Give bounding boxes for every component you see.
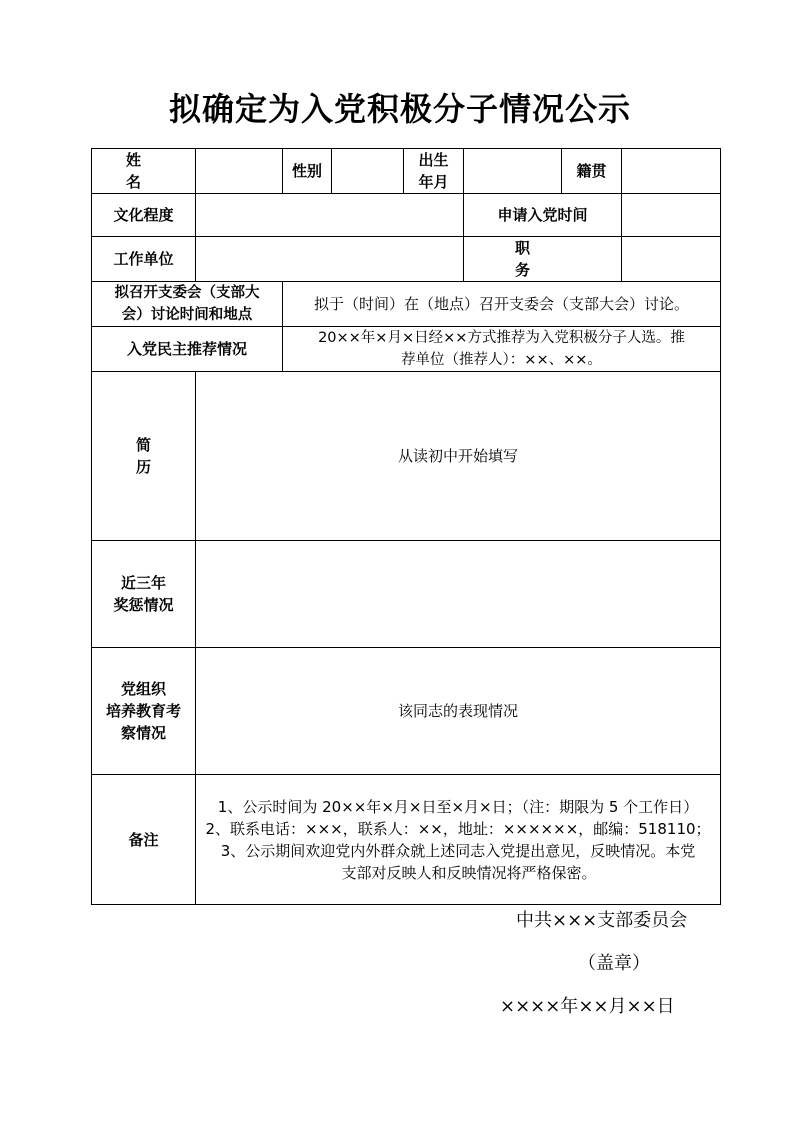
remarks-value	[196, 775, 721, 905]
row-resume	[92, 372, 721, 541]
row-work-unit	[92, 237, 721, 282]
candidate-info-table	[91, 148, 721, 905]
row-training	[92, 648, 721, 775]
rewards-label: 近三年 奖惩情况	[92, 541, 196, 648]
remark-line-1: 1、公示时间为 20××年×月×日至×月×日；（注：期限为 5 个工作日）	[217, 797, 699, 816]
name-label: 姓 名	[92, 149, 196, 194]
remark-line-4: 支部对反映人和反映情况将严格保密。	[341, 863, 597, 882]
row-education	[92, 194, 721, 237]
meeting-label: 拟召开支委会（支部大 会）讨论时间和地点	[92, 282, 283, 327]
work-unit-value[interactable]	[196, 237, 464, 282]
remark-line-3: 3、公示期间欢迎党内外群众就上述同志入党提出意见，反映情况。本党	[220, 841, 696, 860]
apply-time-value[interactable]	[622, 194, 721, 237]
row-rewards	[92, 541, 721, 648]
work-unit-label: 工作单位	[92, 237, 196, 282]
apply-time-label: 申请入党时间	[464, 194, 622, 237]
recommendation-value[interactable]: 20××年×月×日经××方式推荐为入党积极分子人选。推 荐单位（推荐人）：××、××。	[283, 327, 721, 372]
signature-organization: 中共×××支部委员会	[516, 910, 688, 931]
rewards-value[interactable]	[196, 541, 721, 648]
gender-label: 性别	[283, 149, 332, 194]
row-meeting	[92, 282, 721, 327]
page-title: 拟确定为入党积极分子情况公示	[168, 90, 631, 128]
name-value[interactable]	[196, 149, 283, 194]
signature-date: ××××年××月××日	[500, 996, 675, 1017]
position-value[interactable]	[622, 237, 721, 282]
education-label: 文化程度	[92, 194, 196, 237]
remark-line-2: 2、联系电话：×××，联系人：××，地址：××××××，邮编：518110；	[205, 819, 711, 838]
gender-value[interactable]	[332, 149, 404, 194]
education-value[interactable]	[196, 194, 464, 237]
training-value[interactable]: 该同志的表现情况	[196, 648, 721, 775]
training-label: 党组织 培养教育考 察情况	[92, 648, 196, 775]
resume-value[interactable]: 从读初中开始填写	[196, 372, 721, 541]
native-place-value[interactable]	[622, 149, 721, 194]
recommendation-label: 入党民主推荐情况	[92, 327, 283, 372]
row-recommendation	[92, 327, 721, 372]
row-basic-info	[92, 149, 721, 194]
birth-date-label: 出生 年月	[404, 149, 464, 194]
signature-seal: （盖章）	[578, 953, 650, 974]
row-remarks	[92, 775, 721, 905]
remarks-label: 备注	[92, 775, 196, 905]
meeting-value[interactable]: 拟于（时间）在（地点）召开支委会（支部大会）讨论。	[283, 282, 721, 327]
birth-date-value[interactable]	[464, 149, 562, 194]
resume-label: 简 历	[92, 372, 196, 541]
position-label: 职 务	[464, 237, 622, 282]
native-place-label: 籍贯	[562, 149, 622, 194]
